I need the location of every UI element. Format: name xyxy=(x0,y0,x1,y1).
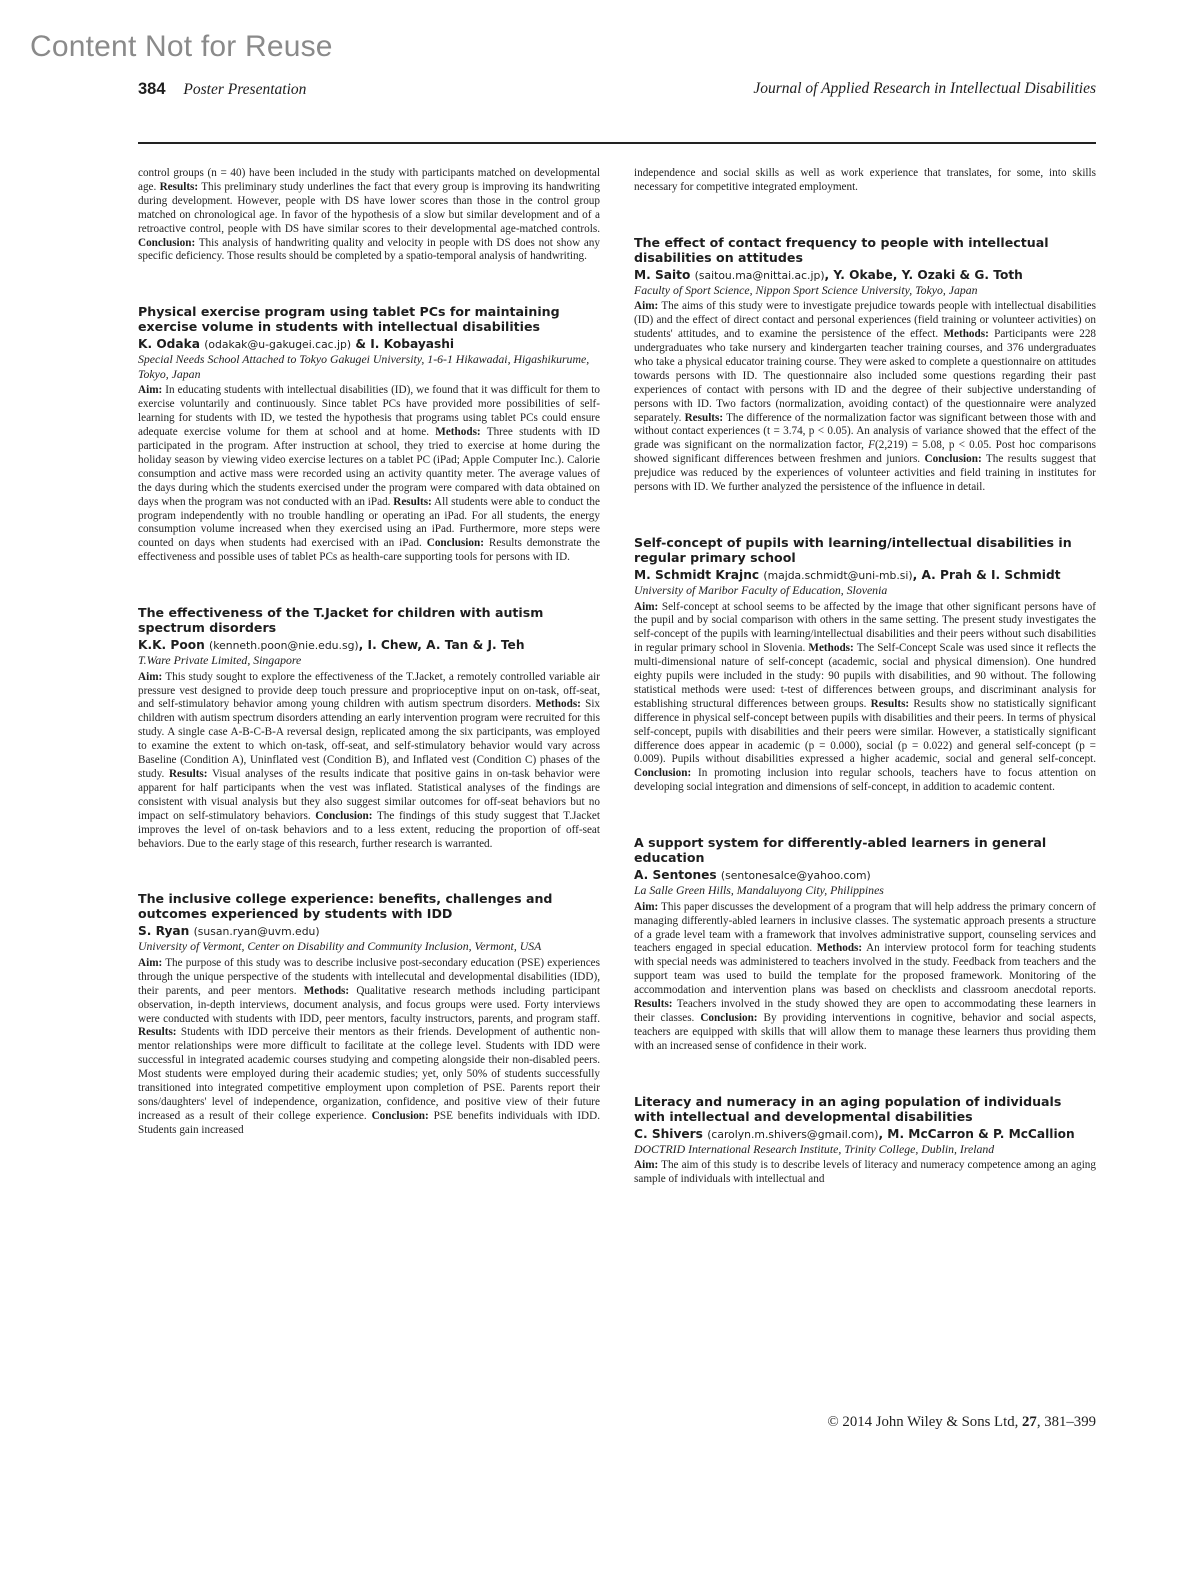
abstract-tablet-exercise xyxy=(138,304,600,565)
abstract-body: Aim: In educating students with intellectual disabilities (ID), we found that it was difficult for them to exercise voluntarily and continuously. Since tablet PCs have provided more possibilities of self-learning for students with ID, we tested the hypothesis that programs using tablet PCs could ensure adequate exercise volume for them at school and at home. Methods: Three students with ID participated in the program. After instruction at school, they tried to exercise at home during the holiday season by viewing video exercise lectures on a tablet PC (iPad; Apple Computer Inc.). Calorie consumption and active mass were recorded using an activity quantity meter. The average values of the days during which the students exercised under the program were compared with data obtained on days when the program was not conducted with an iPad. Results: All students were able to conduct the program independently with no trouble handling or operating an iPad. For all students, the energy consumption volume increased when they exercised using an iPad. Furthermore, more steps were counted on days when students had exercised with an iPad. Conclusion: Results demonstrate the effectiveness and possible uses of tablet PCs as health-care supporting tools for persons with ID. xyxy=(138,384,601,564)
abstract-tjacket xyxy=(138,605,600,851)
abstract-body: Aim: Self-concept at school seems to be affected by the image that other significant persons have of the pupil and by social comparison with others in the same setting. The present study investigates the self-concept of the pupils with learning/intellectual disabilities and their peers without such disabilities in regular primary school in Slovenia. Methods: The Self-Concept Scale was used since it reflects the multi-dimensional nature of self-concept (academic, social and physical dimension). One hundred eighty pupils were included in the study: 90 pupils with disabilities, and 90 without. The following statistical methods were used: t-test of differences between groups, and discriminant analysis for establishing structural differences between groups. Results: Results show no statistically significant difference in physical self-concept between pupils with disabilities and their peers. In terms of physical self-concept, pupils with disabilities and their peers were similar. However, a statistically significant difference does appear in academic (p = 0.000), social (p = 0.022) and general self-concept (p = 0.009). Pupils without disabilities expressed a higher academic, social and general self-concept. Conclusion: In promoting inclusion into regular schools, teachers have to focus attention on developing social integration and dimensions of self-concept, in addition to academic content. xyxy=(634,600,1097,794)
abstract-title: The effectiveness of the T.Jacket for children with autism spectrum disorders xyxy=(138,605,544,636)
abstract-title: The inclusive college experience: benefits, challenges and outcomes experienced by students with IDD xyxy=(138,891,553,922)
continued-abstract xyxy=(634,167,1096,195)
abstract-authors: S. Ryan (susan.ryan@uvm.edu) xyxy=(138,924,320,939)
section-label: Poster Presentation xyxy=(183,81,307,98)
abstract-authors: M. Saito (saitou.ma@nittai.ac.jp), Y. Okabe, Y. Ozaki & G. Toth xyxy=(634,267,1023,282)
running-header xyxy=(138,80,1096,102)
abstract-authors: A. Sentones (sentonesalce@yahoo.com) xyxy=(634,868,871,883)
abstract-title: Literacy and numeracy in an aging population of individuals with intellectual and developmental disabilities xyxy=(634,1093,1062,1124)
author-email: (susan.ryan@uvm.edu) xyxy=(193,925,320,939)
left-column xyxy=(138,167,600,1178)
abstract-affiliation: T.Ware Private Limited, Singapore xyxy=(138,653,302,668)
abstract-body: Aim: This paper discusses the development of a program that will help address the primary concern of managing differently-abled learners in inclusive classes. The systematic approach presents a structure of a grade level team with a framework that involves administrative support, counseling services and teachers engaged in special education. Methods: An interview protocol form for teaching students with special needs was administered to teachers involved in the study. Feedback from teachers and the support team was used to build the template for the proposed framework. Monitoring of the accommodation and intervention plans was based on checklists and classroom anecdotal reports. Results: Teachers involved in the study showed they are open to accommodating these learners in their classes. Conclusion: By providing interventions in cognitive, behavior and social aspects, teachers are equipped with skills that will allow them to manage these learners thus providing them with an increased sense of confidence in their work. xyxy=(634,900,1097,1052)
abstract-self-concept xyxy=(634,535,1096,795)
abstract-title: Self-concept of pupils with learning/intellectual disabilities in regular primary school xyxy=(634,535,1072,565)
continued-abstract xyxy=(138,167,600,264)
journal-title: Journal of Applied Research in Intellectual Disabilities xyxy=(753,80,1096,97)
abstract-authors: M. Schmidt Krajnc (majda.schmidt@uni-mb.si), A. Prah & I. Schmidt xyxy=(634,568,1061,582)
abstract-title: Physical exercise program using tablet PCs for maintaining exercise volume in students with intellectual disabilities xyxy=(138,304,560,335)
abstract-contact-frequency xyxy=(634,235,1096,495)
author-email: (sentonesalce@yahoo.com) xyxy=(720,869,871,883)
abstract-authors: C. Shivers (carolyn.m.shivers@gmail.com), M. McCarron & P. McCallion xyxy=(634,1126,1075,1141)
abstract-affiliation: University of Vermont, Center on Disability and Community Inclusion, Vermont, USA xyxy=(138,939,542,954)
abstract-affiliation: Special Needs School Attached to Tokyo Gakugei University, 1-6-1 Hikawadai, Higashikurume, Tokyo, Japan xyxy=(138,352,590,381)
abstract-affiliation: La Salle Green Hills, Mandaluyong City, Philippines xyxy=(634,883,884,898)
header-rule xyxy=(138,142,1096,144)
abstract-body: Aim: The aim of this study is to describe levels of literacy and numeracy competence among an aging sample of individuals with intellectual and xyxy=(634,1159,1096,1186)
author-email: (kenneth.poon@nie.edu.sg) xyxy=(209,639,359,653)
author-email: (saitou.ma@nittai.ac.jp) xyxy=(694,268,825,282)
watermark: Content Not for Reuse xyxy=(30,30,333,63)
copyright-footer: © 2014 John Wiley & Sons Ltd, 27, 381–399 xyxy=(827,1414,1096,1430)
right-column xyxy=(634,167,1096,1227)
author-email: (carolyn.m.shivers@gmail.com) xyxy=(707,1127,879,1141)
abstract-body: Aim: The aims of this study were to investigate prejudice towards people with intellectual disabilities (ID) and the effect of direct contact and personal experiences (field training or volunteer activities) on students' attitudes, and to examine the persistence of the effect. Methods: Participants were 228 undergraduates who take nursery and kindergarten teacher training courses, and 376 undergraduates who take a physical educator training course. They were asked to complete a questionnaire on attitudes towards persons with ID. The questionnaire also included some questions regarding their past experiences of contact with persons with ID and the degree of their subjective understanding of persons with ID. Two factors (normalization, avoiding contact) of the questionnaire were analyzed separately. Results: The difference of the normalization factor was significant between those with and without contact experiences (t = 3.74, p < 0.05). An analysis of variance showed that the effect of the grade was significant on the normalization factor, F(2,219) = 5.08, p < 0.05. Post hoc comparisons showed significant differences between freshmen and juniors. Conclusion: The results suggest that prejudice was reduced by the experiences of volunteer activities and field training in institutes for persons with ID. We further analyzed the persistence of the influence in detail. xyxy=(634,300,1097,494)
page-number: 384 xyxy=(138,80,166,98)
abstract-affiliation: DOCTRID International Research Institute, Trinity College, Dublin, Ireland xyxy=(634,1141,995,1156)
abstract-affiliation: Faculty of Sport Science, Nippon Sport Science University, Tokyo, Japan xyxy=(634,282,978,297)
abstract-support-system xyxy=(634,835,1096,1053)
abstract-literacy-numeracy xyxy=(634,1094,1096,1187)
abstract-inclusive-college xyxy=(138,891,600,1137)
abstract-body: Aim: This study sought to explore the effectiveness of the T.Jacket, a remotely controlled variable air pressure vest designed to provide deep touch pressure and proprioceptive input on on-task, off-seat, and self-stimulatory behavior among young children with autism spectrum disorders. Methods: Six children with autism spectrum disorders attending an early intervention program were recruited for this study. A single case A-B-C-B-A reversal design, replicated among the six participants, was employed to examine the extent to which on-task, off-seat, and self-stimulatory behavior would vary across Baseline (Condition A), Uninflated vest (Condition B), and Inflated vest (Condition C) phases of the study. Results: Visual analyses of the results indicate that positive gains in on-task behavior were apparent for half participants when the vest was inflated. Statistical analyses of the findings are consistent with visual analysis but they also suggest similar outcomes for off-seat behaviors but no impact on self-stimulatory behaviors. Conclusion: The findings of this study suggest that T.Jacket improves the level of on-task behaviors and to a less extent, reducing the proportion of off-seat behaviors. Due to the early stage of this research, further research is warranted. xyxy=(138,670,601,850)
author-email: (odakak@u-gakugei.cac.jp) xyxy=(204,338,352,352)
abstract-title: A support system for differently-abled learners in general education xyxy=(634,835,1047,866)
author-email: (majda.schmidt@uni-mb.si) xyxy=(763,569,913,582)
abstract-body: independence and social skills as well as work experience that translates, for some, into skills necessary for competitive integrated employment. xyxy=(634,167,1096,193)
abstract-authors: K. Odaka (odakak@u-gakugei.cac.jp) & I. Kobayashi xyxy=(138,337,455,352)
abstract-authors: K.K. Poon (kenneth.poon@nie.edu.sg), I. Chew, A. Tan & J. Teh xyxy=(138,638,525,653)
abstract-affiliation: University of Maribor Faculty of Education, Slovenia xyxy=(634,583,888,597)
abstract-body: control groups (n = 40) have been included in the study with participants matched on developmental age. Results: This preliminary study underlines the fact that every group is improving its handwriting during development. However, people with DS have lower scores than those in the control group matched on chronological age. In favor of the hypothesis of a slow but similar development and of a retroactive control, people with DS have similar scores to their developmental age-matched controls. Conclusion: This analysis of handwriting quality and velocity in people with DS does not show any specific deficiency. Those results should be completed by a spatio-temporal analysis of handwriting. xyxy=(138,167,601,263)
abstract-body: Aim: The purpose of this study was to describe inclusive post-secondary education (PSE) experiences through the unique perspective of the students with intellecutal and developmental disabilities (IDD), their parents, and peer mentors. Methods: Qualitative research methods including participant observation, in-depth interviews, document analysis, and focus groups were used. Forty interviews were conducted with students with IDD, peer mentors, faculty instructors, parents, and program staff. Results: Students with IDD perceive their mentors as their friends. Development of authentic non-mentor relationships were more difficult to facilitate at the college level. Students with IDD were successful in integrated academic courses studying and competing alongside their non-disabled peers. Most students were employed during their academic studies; yet, only 50% of students successfully transitioned into integrated competitive employment upon completion of PSE. Parents report their sons/daughters' level of independence, organization, confidence, and positive view of their future increased as a result of their college experience. Conclusion: PSE benefits individuals with IDD. Students gain increased xyxy=(138,956,601,1136)
abstract-title: The effect of contact frequency to people with intellectual disabilities on attitudes xyxy=(634,234,1049,265)
